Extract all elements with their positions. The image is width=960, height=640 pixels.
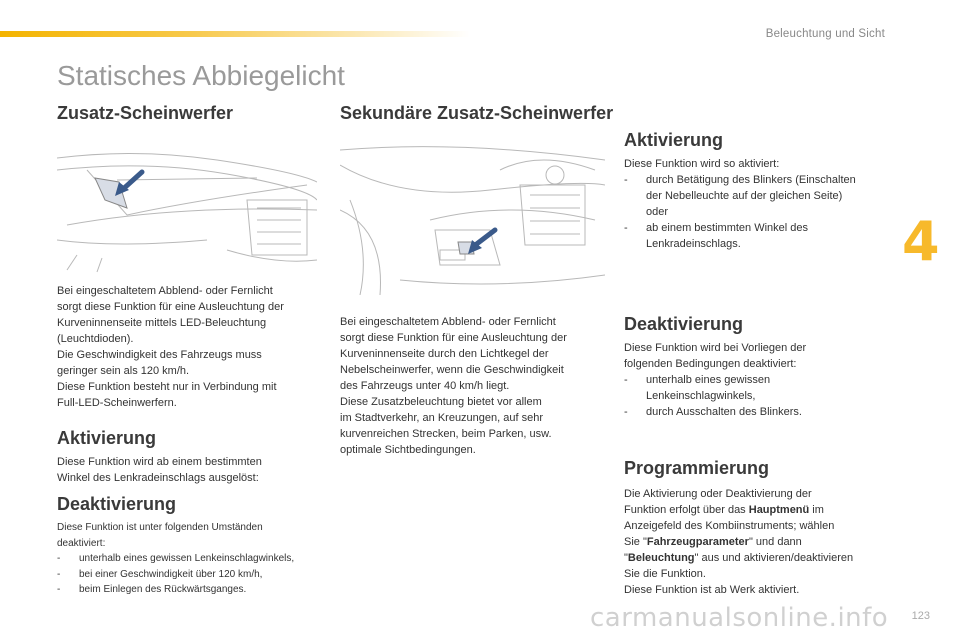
list-item: - unterhalb eines gewissen Lenkeinschlagwinkels, [624, 374, 771, 402]
left-activation-heading: Aktivierung [57, 428, 157, 448]
left-intro-line: Die Geschwindigkeit des Fahrzeugs muss [57, 349, 262, 361]
chapter-number: 4 [902, 210, 940, 273]
left-intro-line: geringer sein als 120 km/h. [57, 365, 190, 377]
middle-line: Diese Zusatzbeleuchtung bietet vor allem [340, 396, 542, 408]
middle-line: Bei eingeschaltetem Abblend- oder Fernlicht [340, 316, 556, 328]
left-activation-line: Winkel des Lenkradeinschlags ausgelöst: [57, 472, 259, 484]
middle-line: Nebelscheinwerfer, wenn die Geschwindigkeit [340, 364, 564, 376]
left-heading: Zusatz-Scheinwerfer [57, 103, 234, 123]
left-intro-line: Diese Funktion besteht nur in Verbindung mit [57, 381, 277, 393]
middle-line: des Fahrzeugs unter 40 km/h liegt. [340, 380, 510, 392]
left-intro-line: Full-LED-Scheinwerfern. [57, 397, 177, 409]
page-title: Statisches Abbiegelicht [57, 60, 345, 91]
list-item: - bei einer Geschwindigkeit über 120 km/h, [57, 568, 263, 580]
left-intro-line: Bei eingeschaltetem Abblend- oder Fernlicht [57, 285, 273, 297]
right-activation-heading: Aktivierung [624, 130, 724, 150]
list-item: - ab einem bestimmten Winkel des Lenkradeinschlags. [624, 222, 809, 250]
list-item: - durch Betätigung des Blinkers (Einschalten der Nebelleuchte auf der gleichen Seite) oder [624, 174, 856, 218]
left-activation-text [57, 454, 322, 486]
left-activation-line: Diese Funktion wird ab einem bestimmten [57, 456, 262, 468]
right-deactivation-heading: Deaktivierung [624, 314, 744, 334]
list-item: - unterhalb eines gewissen Lenkeinschlagwinkels, [57, 553, 295, 564]
left-deactivation-heading: Deaktivierung [57, 494, 177, 514]
fog-lamp-drawing-icon [340, 130, 605, 295]
left-deactivation-line: Diese Funktion ist unter folgenden Umständen [57, 522, 263, 533]
left-intro-line: (Leuchtdioden). [57, 333, 134, 345]
section-label: Beleuchtung und Sicht [765, 28, 885, 40]
middle-line: Kurveninnenseite durch den Lichtkegel der [340, 348, 549, 360]
middle-line: kurvenreichen Strecken, beim Parken, usw. [340, 428, 552, 440]
middle-text [340, 314, 610, 458]
middle-line: im Stadtverkehr, an Kreuzungen, auf sehr [340, 412, 544, 424]
right-activation-text [624, 156, 889, 252]
left-deactivation-text [57, 520, 327, 598]
accent-bar [0, 31, 470, 37]
right-programming-text: Die Aktivierung oder Deaktivierung der Funktion erfolgt über das Hauptmenü im Anzeigefeld des Kombiinstruments; wählen Sie "Fahrzeugparameter" und dann "Beleuchtung" aus und aktivieren/deaktivieren Sie die Funktion. Diese Funktion ist ab Werk aktiviert. [624, 488, 854, 596]
middle-line: optimale Sichtbedingungen. [340, 444, 476, 456]
watermark: carmanualsonline.info [590, 603, 889, 633]
middle-heading: Sekundäre Zusatz-Scheinwerfer [340, 103, 614, 123]
middle-line: sorgt diese Funktion für eine Ausleuchtung der [340, 332, 567, 344]
headlamp-drawing-icon [57, 130, 317, 275]
list-item: - durch Ausschalten des Blinkers. [624, 406, 802, 418]
page-number: 123 [911, 610, 930, 622]
right-activation-intro: Diese Funktion wird so aktiviert: [624, 158, 780, 170]
list-item: - beim Einlegen des Rückwärtsganges. [57, 584, 247, 595]
left-deactivation-line: deaktiviert: [57, 537, 106, 549]
left-intro-line: Kurveninnenseite mittels LED-Beleuchtung [57, 317, 267, 329]
right-programming-heading: Programmierung [624, 458, 770, 478]
left-intro-line: sorgt diese Funktion für eine Ausleuchtung der [57, 301, 284, 313]
left-intro [57, 283, 322, 411]
right-deactivation-text: Diese Funktion wird bei Vorliegen der folgenden Bedingungen deaktiviert: - unterhalb eines gewissen Lenkeinschlagwinkels, - durch Ausschalten des Blinkers. [624, 340, 889, 420]
